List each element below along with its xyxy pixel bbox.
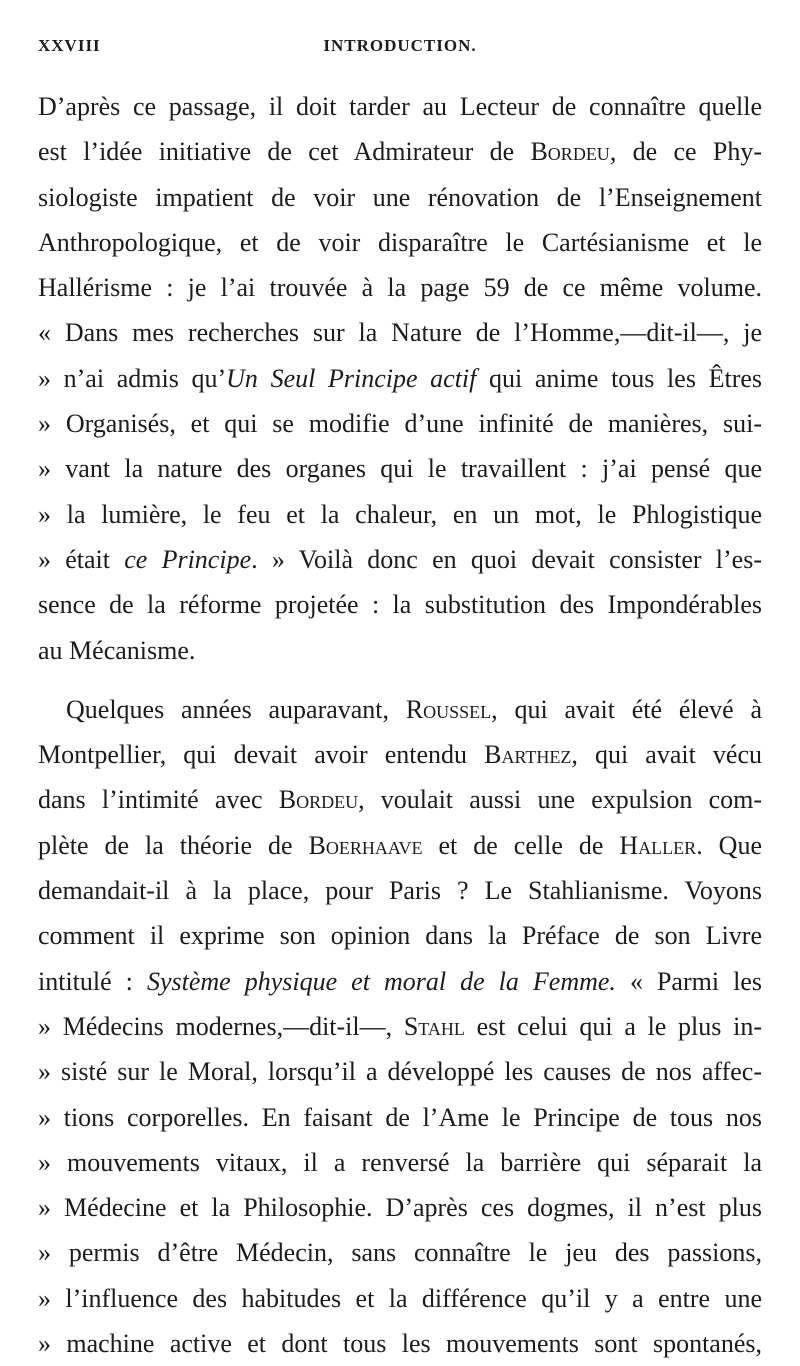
- text-line: Quelques années auparavant, Roussel, qui avait été élevé à: [66, 694, 762, 724]
- text-line: » mouvements vitaux, il a renversé la barrière qui séparait la: [38, 1147, 762, 1177]
- author-name: Haller: [619, 830, 697, 860]
- author-name: Boerhaave: [308, 830, 423, 860]
- page-number: XXVIII: [38, 36, 101, 55]
- text-line: sence de la réforme projetée : la substitution des Impondérables: [38, 590, 762, 620]
- text-line: « Dans mes recherches sur la Nature de l’Homme,—dit-il—, je: [38, 318, 762, 348]
- page-header: [38, 30, 762, 60]
- text-line: » sisté sur le Moral, lorsqu’il a développé les causes de nos affec-: [38, 1057, 762, 1087]
- text-line: Anthropologique, et de voir disparaître le Cartésianisme et le: [38, 227, 762, 257]
- text-line: est l’idée initiative de cet Admirateur de Bordeu, de ce Phy-: [38, 137, 762, 167]
- text-line: plète de la théorie de Boerhaave et de celle de Haller. Que: [38, 830, 762, 860]
- text-line: » la lumière, le feu et la chaleur, en un mot, le Phlogistique: [38, 499, 762, 529]
- text-line: siologiste impatient de voir une rénovation de l’Enseignement: [38, 182, 762, 212]
- text-line: comment il exprime son opinion dans la Préface de son Livre: [38, 921, 762, 951]
- text-line: » n’ai admis qu’Un Seul Principe actif qui anime tous les Êtres: [38, 363, 763, 393]
- text-line: » machine active et dont tous les mouvements sont spontanés,: [38, 1329, 762, 1359]
- author-name: Bordeu: [530, 137, 610, 167]
- text-line: » était ce Principe. » Voilà donc en quoi devait consister l’es-: [38, 544, 762, 574]
- running-title: INTRODUCTION.: [323, 36, 477, 55]
- text-line: dans l’intimité avec Bordeu, voulait aussi une expulsion com-: [38, 785, 762, 815]
- author-name: Bordeu: [278, 785, 359, 815]
- text-line: D’après ce passage, il doit tarder au Lecteur de connaître quelle: [38, 92, 762, 121]
- text-line: Montpellier, qui devait avoir entendu Barthez, qui avait vécu: [38, 740, 762, 770]
- italic-phrase: ce Principe: [124, 544, 252, 574]
- book-title: Système physique et moral de la Femme.: [146, 966, 616, 996]
- text-line: » Médecins modernes,—dit-il—, Stahl est celui qui a le plus in-: [38, 1011, 762, 1041]
- author-name: Barthez: [484, 740, 572, 770]
- page-body: [38, 84, 762, 1366]
- text-line: » tions corporelles. En faisant de l’Ame le Principe de tous nos: [38, 1102, 762, 1132]
- text-line: » Médecine et la Philosophie. D’après ces dogmes, il n’est plus: [38, 1193, 762, 1223]
- author-name: Roussel: [405, 694, 492, 724]
- text-line: Hallérisme : je l’ai trouvée à la page 59 de ce même volume.: [38, 273, 762, 303]
- text-line: demandait-il à la place, pour Paris ? Le Stahlianisme. Voyons: [38, 876, 762, 906]
- text-line: » permis d’être Médecin, sans connaître le jeu des passions,: [38, 1238, 762, 1268]
- italic-phrase: Un Seul Principe actif: [226, 363, 477, 393]
- author-name: Stahl: [403, 1011, 465, 1041]
- text-line: intitulé : Système physique et moral de la Femme. « Parmi les: [38, 966, 762, 996]
- text-line: » Organisés, et qui se modifie d’une infinité de manières, sui-: [38, 409, 762, 439]
- text-line: » l’influence des habitudes et la différence qu’il y a entre une: [38, 1283, 762, 1313]
- text-line: » vant la nature des organes qui le travaillent : j’ai pensé que: [38, 454, 762, 484]
- text-line: au Mécanisme.: [38, 635, 196, 665]
